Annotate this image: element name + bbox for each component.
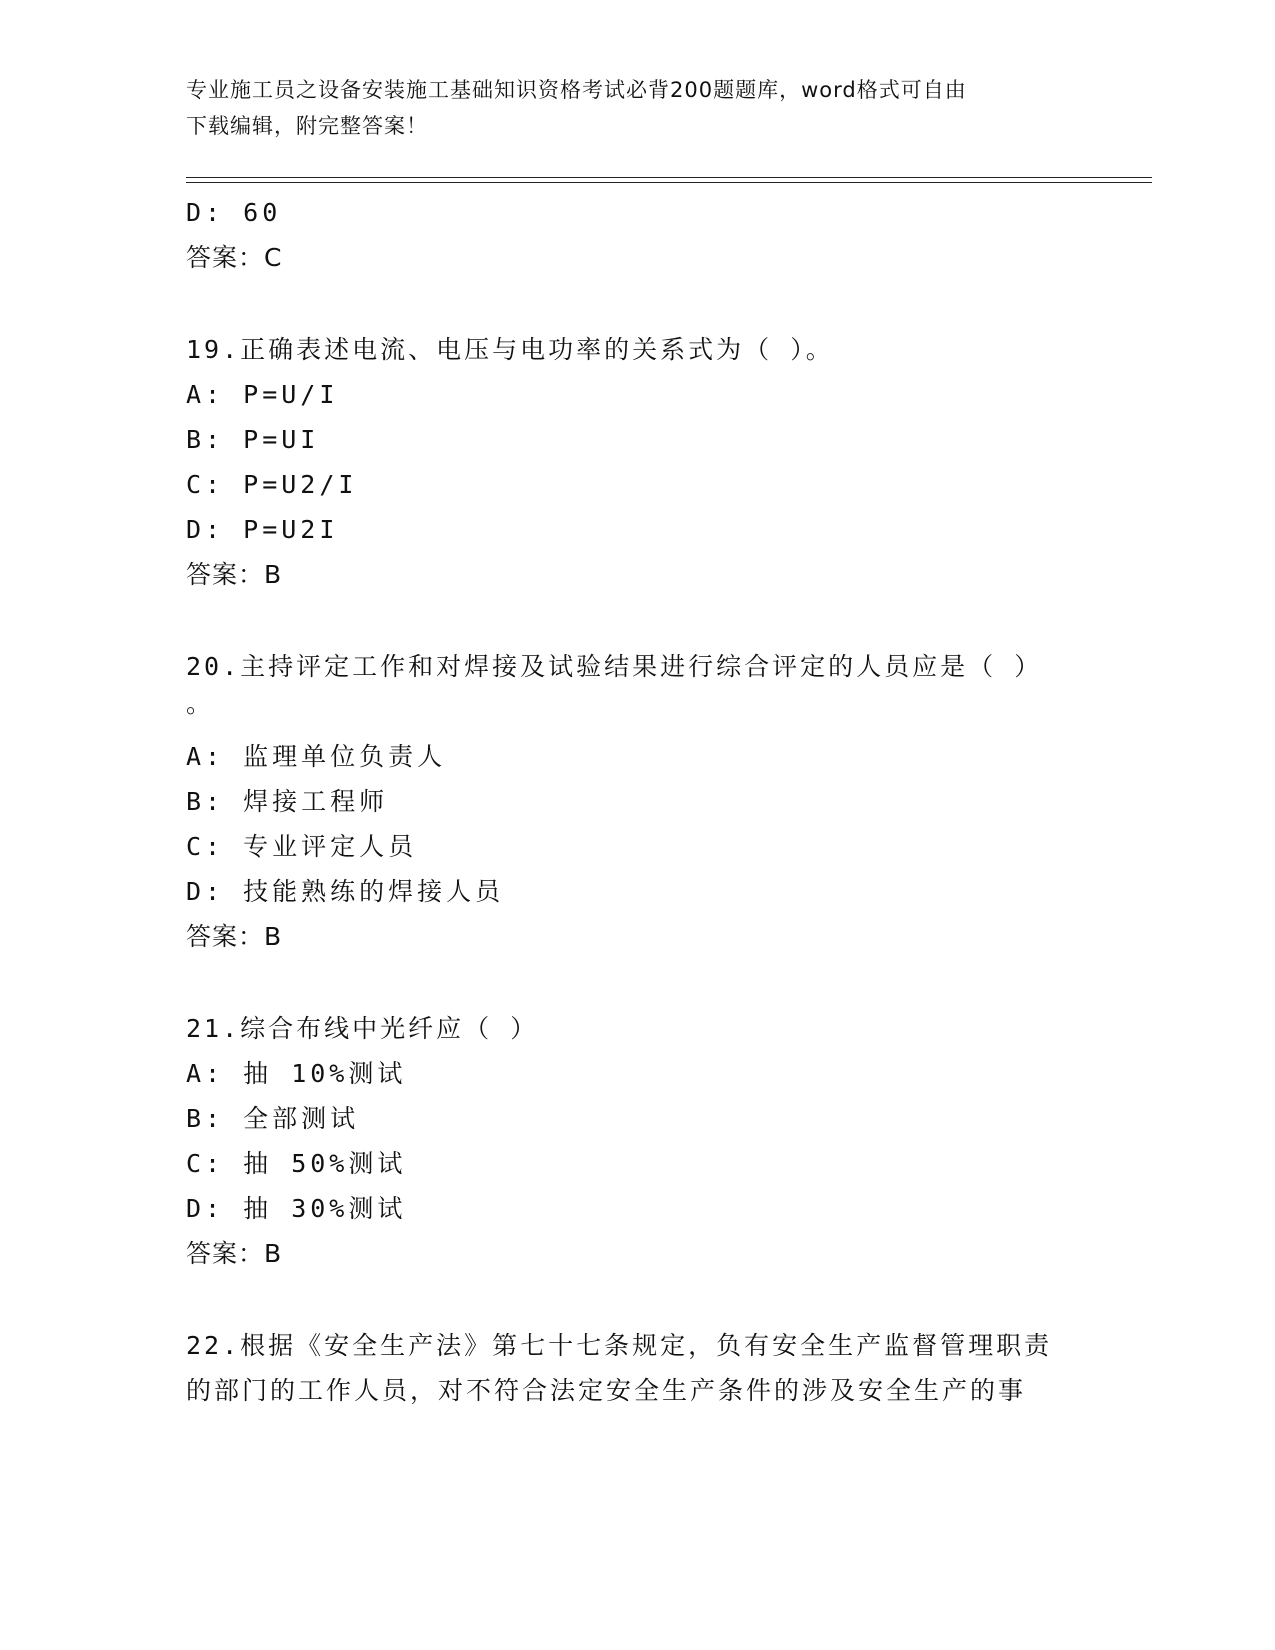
header-line-1: 专业施工员之设备安装施工基础知识资格考试必背200题题库，word格式可自由 bbox=[186, 78, 967, 102]
question-22 bbox=[186, 1323, 1086, 1413]
question-21 bbox=[186, 1006, 1086, 1276]
question-stem: 22.根据《安全生产法》第七十七条规定，负有安全生产监督管理职责 bbox=[186, 1331, 1053, 1360]
spacer bbox=[186, 1276, 1086, 1323]
answer: 答案：B bbox=[186, 560, 283, 589]
option-b: B: 焊接工程师 bbox=[186, 787, 389, 816]
option-b: B: 全部测试 bbox=[186, 1104, 360, 1133]
document-header bbox=[186, 72, 1066, 144]
spacer bbox=[186, 597, 1086, 644]
answer: 答案：B bbox=[186, 922, 283, 951]
option-d: D: 抽 30%测试 bbox=[186, 1194, 407, 1223]
header-rule-top bbox=[186, 177, 1152, 178]
option-d: D: 技能熟练的焊接人员 bbox=[186, 877, 505, 906]
answer: 答案：B bbox=[186, 1239, 283, 1268]
document-body bbox=[186, 190, 1086, 1413]
option-c: C: P=U2/I bbox=[186, 470, 358, 499]
question-stem: 20.主持评定工作和对焊接及试验结果进行综合评定的人员应是（ ） bbox=[186, 652, 1043, 681]
option-d: D: P=U2I bbox=[186, 515, 339, 544]
question-stem-continuation: 的部门的工作人员，对不符合法定安全生产条件的涉及安全生产的事 bbox=[186, 1376, 1027, 1405]
prev-answer: 答案：C bbox=[186, 243, 283, 272]
prev-option-d: D: 60 bbox=[186, 198, 282, 227]
question-stem: 19.正确表述电流、电压与电功率的关系式为（ ）。 bbox=[186, 335, 834, 364]
header-rule-bottom bbox=[186, 182, 1152, 183]
option-a: A: P=U/I bbox=[186, 380, 339, 409]
question-19 bbox=[186, 327, 1086, 597]
option-a: A: 监理单位负责人 bbox=[186, 742, 447, 771]
question-20 bbox=[186, 644, 1086, 959]
spacer bbox=[186, 959, 1086, 1006]
option-c: C: 抽 50%测试 bbox=[186, 1149, 407, 1178]
question-stem: 21.综合布线中光纤应（ ） bbox=[186, 1014, 539, 1043]
spacer bbox=[186, 280, 1086, 327]
header-line-2: 下载编辑，附完整答案！ bbox=[186, 114, 428, 138]
option-c: C: 专业评定人员 bbox=[186, 832, 418, 861]
option-a: A: 抽 10%测试 bbox=[186, 1059, 407, 1088]
question-stem-continuation: 。 bbox=[186, 689, 216, 718]
option-b: B: P=UI bbox=[186, 425, 320, 454]
